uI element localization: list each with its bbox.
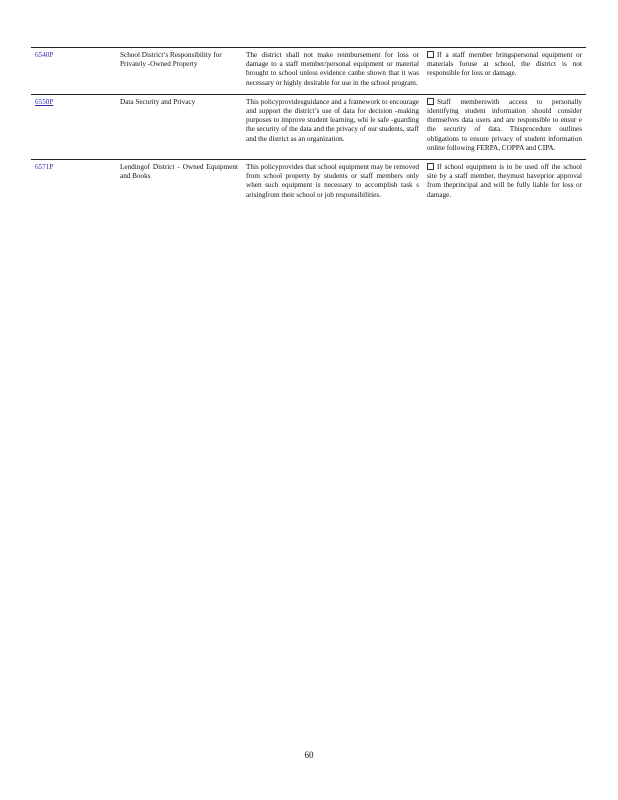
policy-procedure: Staff memberswith access to personally identifying student information should consider themselves data users and are responsible to ensur e the security of data. Thisprocedure outlines obligations to ensure privacy of student information online following FERPA, COPPA and CIPA.	[423, 94, 586, 159]
policy-table	[31, 47, 586, 206]
checkbox-bullet-icon	[427, 163, 434, 170]
table-row	[31, 160, 586, 206]
page-number: 60	[304, 750, 314, 760]
checkbox-bullet-icon	[427, 51, 434, 58]
table-row	[31, 48, 586, 95]
policy-procedure: If a staff member bringspersonal equipment or materials foruse at school, the district is not responsible for loss or damage.	[423, 48, 586, 95]
policy-description: This policyprovidesguidance and a framework to encourage and support the district’s use of data for decision -making purposes to improve student learning, whi le safe -guarding the security of the data and the privacy of our students, staff and the district as an organization.	[242, 94, 423, 159]
policy-title: School District’s Responsibility for Privately -Owned Property	[116, 48, 242, 95]
policy-code[interactable]: 6571P	[31, 160, 116, 206]
table-row	[31, 94, 586, 159]
policy-procedure: If school equipment is to be used off the school site by a staff member, theymust haveprior approval from theprincipal and will be fully liable for loss or damage.	[423, 160, 586, 206]
policy-title: Data Security and Privacy	[116, 94, 242, 159]
policy-title: Lendingof District - Owned Equipment and Books	[116, 160, 242, 206]
policy-code[interactable]: 6550P	[31, 94, 116, 159]
policy-table-page	[31, 47, 586, 206]
checkbox-bullet-icon	[427, 98, 434, 105]
policy-description: The district shall not make reimbursement for loss or damage to a staff member/personal equipment or material brought to school unless evidence canbe shown that it was necessary or highly desirable for use in the school program.	[242, 48, 423, 95]
policy-description: This policyprovides that school equipment may be removed from school property by students or staff members only when such equipment is necessary to accomplish task s arisingfrom their school or job responsibilities.	[242, 160, 423, 206]
policy-code[interactable]: 6540P	[31, 48, 116, 95]
